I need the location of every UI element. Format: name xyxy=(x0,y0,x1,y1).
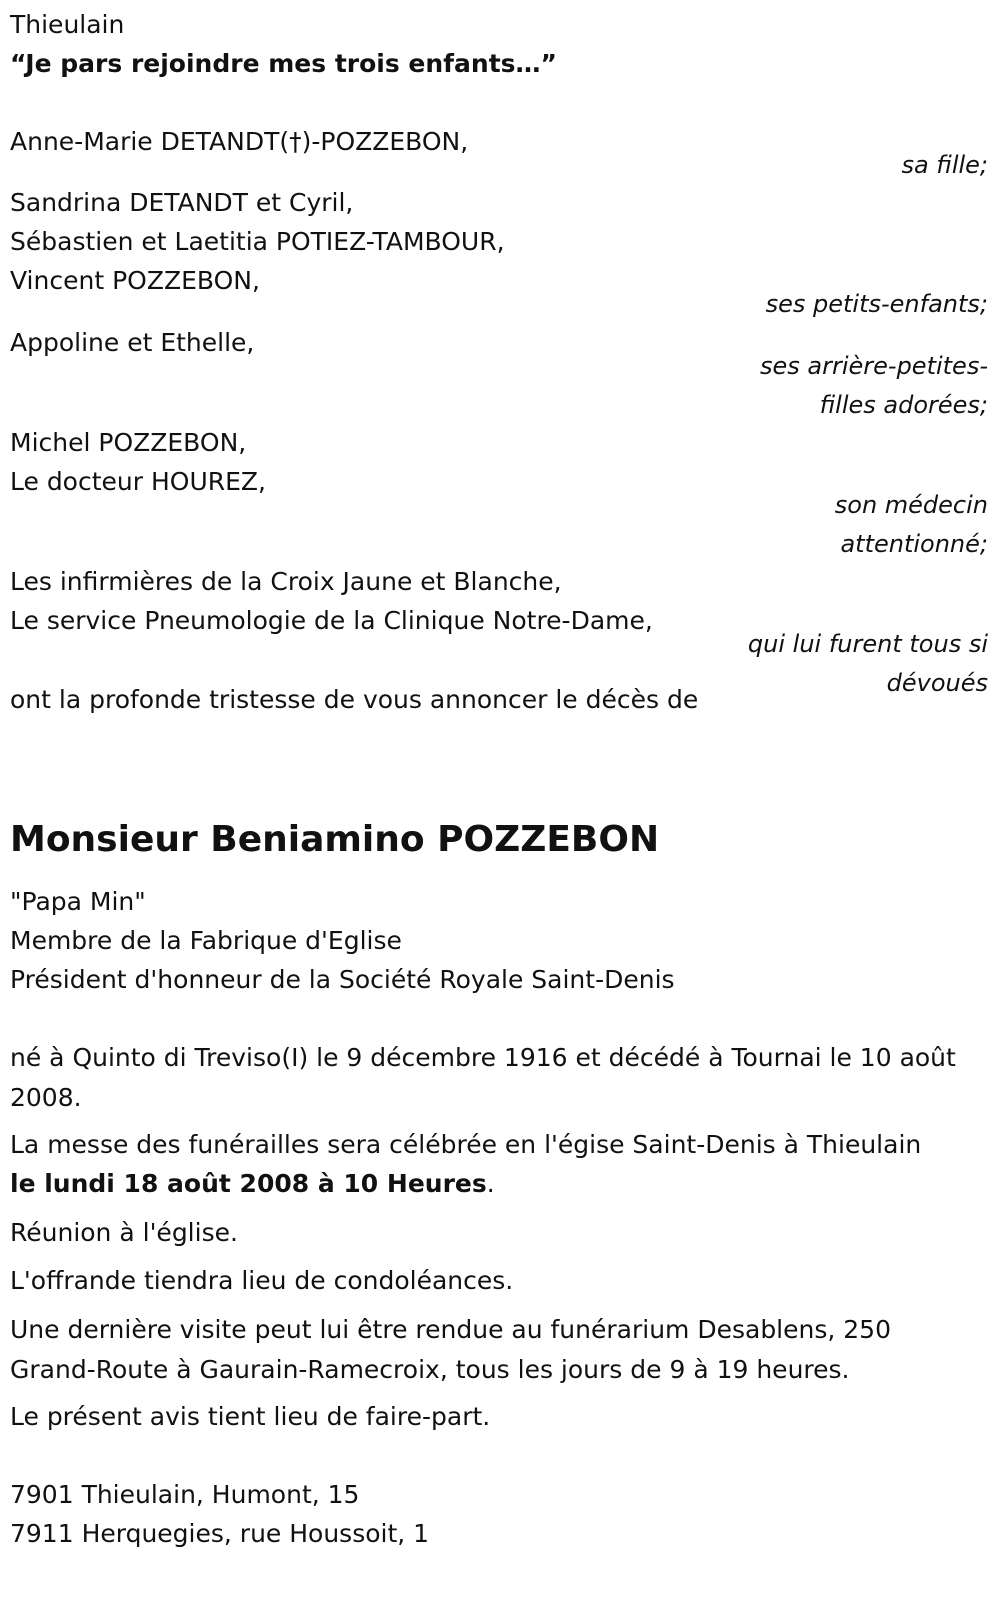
quote-heading: “Je pars rejoindre mes trois enfants…” xyxy=(10,49,557,78)
family-name-line: Le service Pneumologie de la Clinique Notre-Dame, xyxy=(10,606,653,635)
deceased-role: Membre de la Fabrique d'Eglise xyxy=(10,926,402,955)
relation-label: sa fille; xyxy=(901,151,988,179)
mass-text: La messe des funérailles sera célébrée en l'égise Saint-Denis à Thieulain xyxy=(10,1130,922,1159)
relation-label: attentionné; xyxy=(840,530,988,558)
deceased-role: Président d'honneur de la Société Royale Saint-Denis xyxy=(10,965,675,994)
family-name-line: Sébastien et Laetitia POTIEZ-TAMBOUR, xyxy=(10,227,505,256)
family-name-line: Vincent POZZEBON, xyxy=(10,266,260,295)
deceased-name: Monsieur Beniamino POZZEBON xyxy=(10,819,660,860)
family-name-line: Appoline et Ethelle, xyxy=(10,328,255,357)
mass-date: le lundi 18 août 2008 à 10 Heures xyxy=(10,1169,487,1198)
family-name-line: Sandrina DETANDT et Cyril, xyxy=(10,188,354,217)
family-name-line: Le docteur HOUREZ, xyxy=(10,467,266,496)
visit-text: Une dernière visite peut lui être rendue au funérarium Desablens, 250 Grand-Route à Gaurain-Ramecroix, tous les jours de 9 à 19 heures. xyxy=(10,1315,891,1384)
birth-death-text: né à Quinto di Treviso(I) le 9 décembre 1916 et décédé à Tournai le 10 août 2008. xyxy=(10,1043,956,1112)
offrande-text: L'offrande tiendra lieu de condoléances. xyxy=(10,1266,514,1295)
relation-label: dévoués xyxy=(886,669,988,697)
place-heading: Thieulain xyxy=(10,10,125,39)
deceased-nickname: "Papa Min" xyxy=(10,887,146,916)
mass-date-line xyxy=(10,1164,495,1204)
family-name-line: Anne-Marie DETANDT(†)-POZZEBON, xyxy=(10,127,469,156)
family-name-line: Les infirmières de la Croix Jaune et Blanche, xyxy=(10,567,562,596)
relation-label: ses petits-enfants; xyxy=(765,290,988,318)
mass-date-period: . xyxy=(486,1169,495,1198)
address-line: 7901 Thieulain, Humont, 15 xyxy=(10,1480,360,1509)
faire-part-text: Le présent avis tient lieu de faire-part. xyxy=(10,1402,491,1431)
family-name-line: Michel POZZEBON, xyxy=(10,428,247,457)
relation-label: son médecin xyxy=(834,491,988,519)
announcement-text: ont la profonde tristesse de vous annoncer le décès de xyxy=(10,685,699,714)
reunion-text: Réunion à l'église. xyxy=(10,1218,238,1247)
relation-label: qui lui furent tous si xyxy=(747,630,988,658)
relation-label: filles adorées; xyxy=(819,391,988,419)
address-line: 7911 Herquegies, rue Houssoit, 1 xyxy=(10,1519,430,1548)
relation-label: ses arrière-petites- xyxy=(760,352,988,380)
